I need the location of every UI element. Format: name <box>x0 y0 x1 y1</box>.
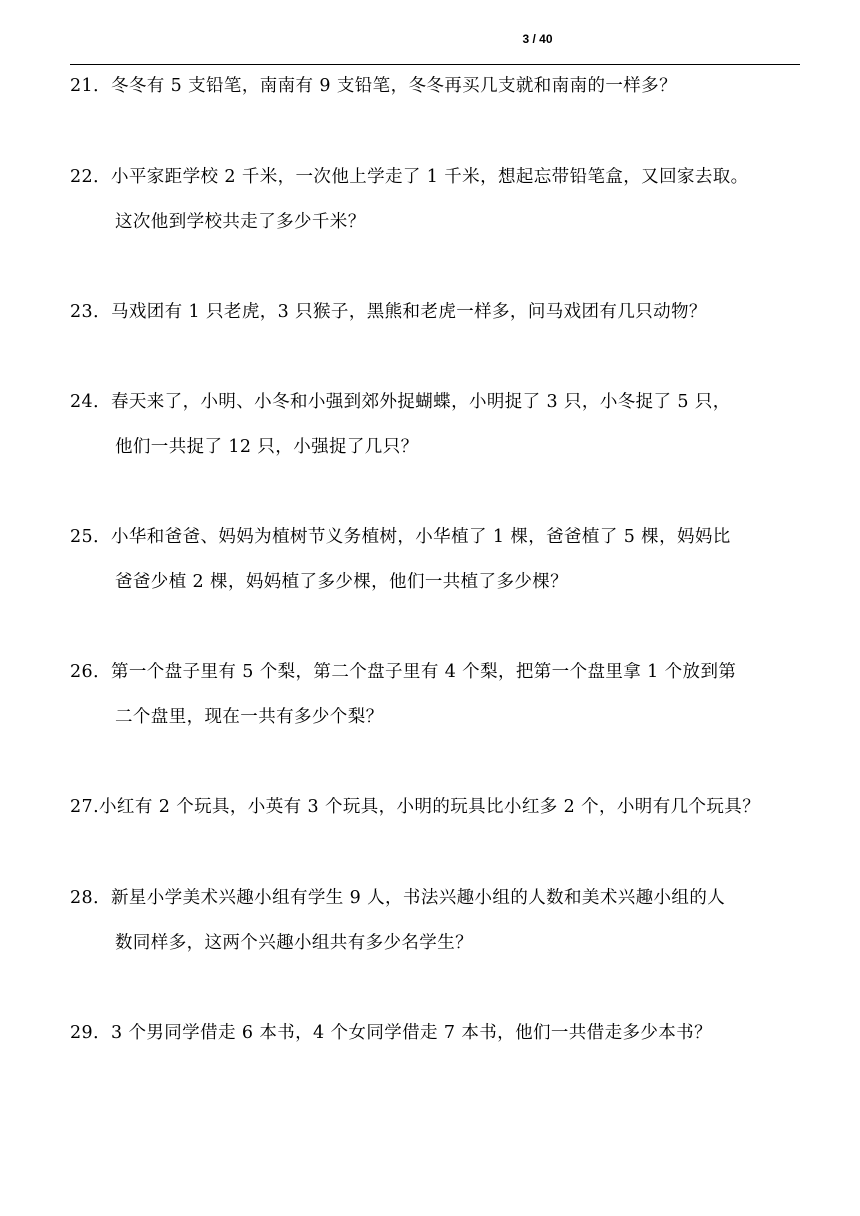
question-24 <box>70 380 800 470</box>
question-text: 春天来了，小明、小冬和小强到郊外捉蝴蝶，小明捉了 3 只，小冬捉了 5 只， <box>110 392 731 412</box>
page-number: 3 / 40 <box>522 32 553 46</box>
question-number: 22． <box>70 167 111 187</box>
question-25 <box>70 515 800 605</box>
question-text: 3 个男同学借走 6 本书，4 个女同学借走 7 本书，他们一共借走多少本书？ <box>110 1023 712 1043</box>
question-text: 小红有 2 个玩具，小英有 3 个玩具，小明的玩具比小红多 2 个，小明有几个玩具？ <box>99 797 761 817</box>
question-number: 26． <box>70 662 111 682</box>
question-text-continued: 这次他到学校共走了多少千米？ <box>115 212 366 232</box>
question-26 <box>70 650 800 740</box>
question-text: 小华和爸爸、妈妈为植树节义务植树，小华植了 1 棵，爸爸植了 5 棵，妈妈比 <box>110 527 731 547</box>
question-text-continued: 爸爸少植 2 棵，妈妈植了多少棵，他们一共植了多少棵？ <box>115 572 569 592</box>
question-number: 27. <box>70 797 100 817</box>
question-text: 马戏团有 1 只老虎，3 只猴子，黑熊和老虎一样多，问马戏团有几只动物？ <box>110 302 707 322</box>
question-text-continued: 他们一共捉了 12 只，小强捉了几只？ <box>115 437 419 457</box>
question-21 <box>70 64 800 109</box>
question-22 <box>70 155 800 245</box>
question-text: 第一个盘子里有 5 个梨，第二个盘子里有 4 个梨，把第一个盘里拿 1 个放到第 <box>110 662 737 682</box>
question-number: 29． <box>70 1023 111 1043</box>
question-29 <box>70 1011 800 1056</box>
question-number: 25． <box>70 527 111 547</box>
question-text: 小平家距学校 2 千米，一次他上学走了 1 千米，想起忘带铅笔盒，又回家去取。 <box>110 167 749 187</box>
question-27 <box>70 785 800 830</box>
question-number: 21． <box>70 76 111 96</box>
question-text: 冬冬有 5 支铅笔，南南有 9 支铅笔，冬冬再买几支就和南南的一样多？ <box>110 76 677 96</box>
question-text-continued: 数同样多，这两个兴趣小组共有多少名学生？ <box>115 933 473 953</box>
question-text: 新星小学美术兴趣小组有学生 9 人，书法兴趣小组的人数和美术兴趣小组的人 <box>110 888 726 908</box>
question-number: 28． <box>70 888 111 908</box>
question-text-continued: 二个盘里，现在一共有多少个梨？ <box>115 707 384 727</box>
question-23 <box>70 290 800 335</box>
question-number: 23． <box>70 302 111 322</box>
question-28 <box>70 876 800 966</box>
question-number: 24． <box>70 392 111 412</box>
